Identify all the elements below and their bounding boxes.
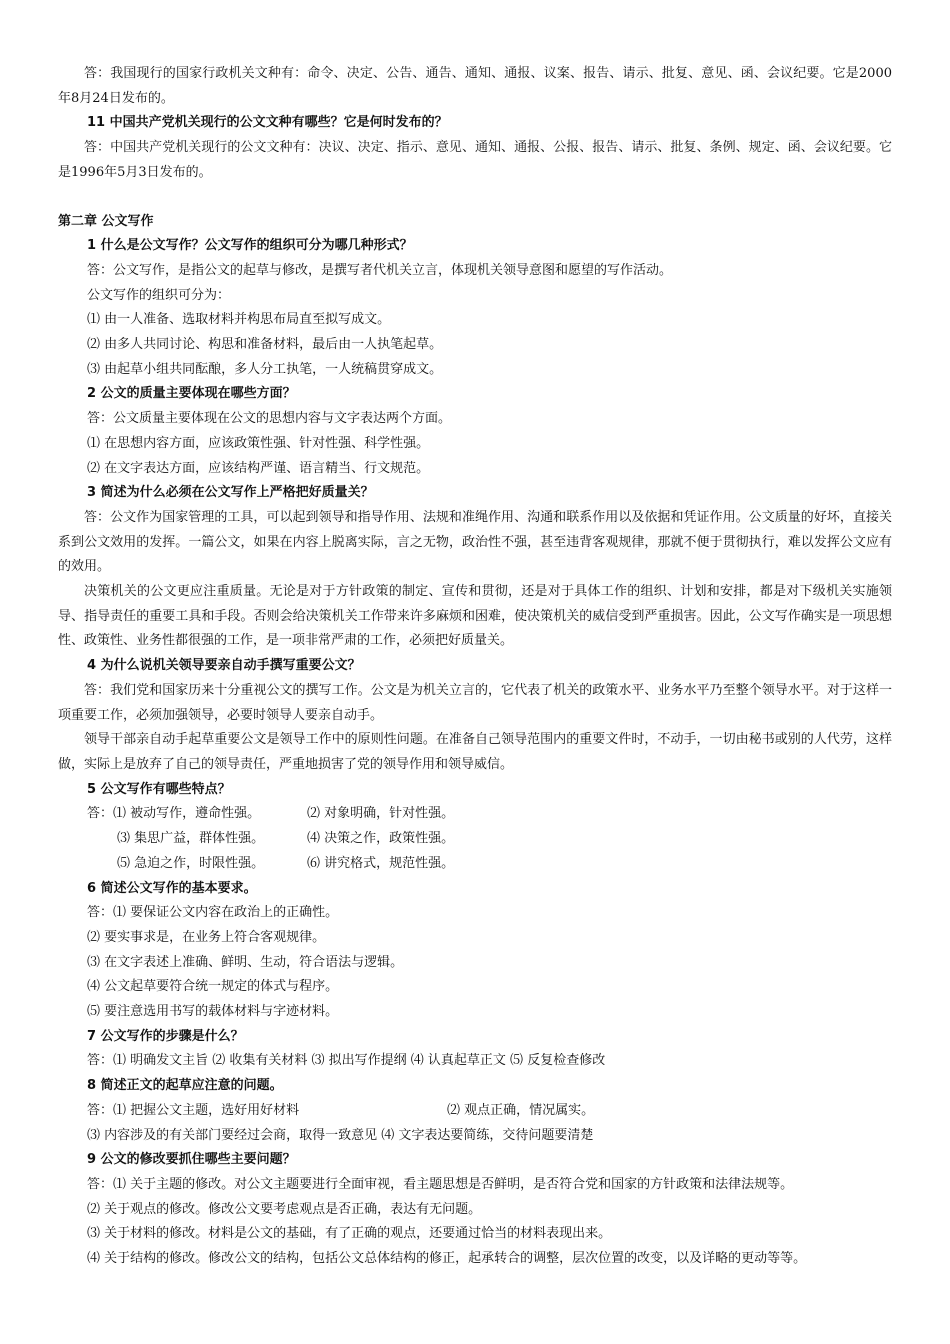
list-item: 答：⑴ 要保证公文内容在政治上的正确性。 (87, 905, 339, 921)
list-item: ⑵ 要实事求是，在业务上符合客观规律。 (87, 929, 326, 945)
answer-1-sub: 公文写作的组织可分为： (87, 287, 231, 303)
question-7: 7 公文写作的步骤是什么？ (87, 1028, 244, 1044)
list-item: ⑸ 要注意选用书写的载体材料与字迹材料。 (87, 1004, 339, 1020)
answer-4-paragraph-1: 答：我们党和国家历来十分重视公文的撰写工作。公文是为机关立言的，它代表了机关的政策水平、业务水平乃至整个领导水平。对于这样一项重要工作，必须加强领导，必要时领导人要亲自动手。 (58, 682, 892, 723)
answer-5-row (58, 852, 892, 877)
question-4: 4 为什么说机关领导要亲自动手撰写重要公文？ (87, 658, 361, 674)
question-5: 5 公文写作有哪些特点？ (87, 781, 231, 797)
list-item: ⑶ 集思广益，群体性强。 (117, 831, 265, 847)
list-item: ⑷ 关于结构的修改。修改公文的结构，包括公文总体结构的修正，起承转合的调整，层次位置的改变，以及详略的更动等等。 (87, 1251, 807, 1267)
question-9: 9 公文的修改要抓住哪些主要问题？ (87, 1152, 296, 1168)
list-item: ⑴ 在思想内容方面，应该政策性强、针对性强、科学性强。 (87, 435, 430, 451)
answer-5-row (58, 827, 892, 852)
question-11: 11 中国共产党机关现行的公文文种有哪些？它是何时发布的？ (87, 115, 448, 131)
question-1: 1 什么是公文写作？公文写作的组织可分为哪几种形式？ (87, 238, 413, 254)
answer-4-paragraph-2: 领导干部亲自动手起草重要公文是领导工作中的原则性问题。在准备自己领导范围内的重要文件时，不动手，一切由秘书或别的人代劳，这样做，实际上是放弃了自己的领导责任，严重地损害了党的领导作用和领导威信。 (58, 732, 892, 772)
list-item: ⑵ 由多人共同讨论、构思和准备材料，最后由一人执笔起草。 (87, 337, 443, 353)
answer-8-row (58, 1099, 892, 1124)
list-item: ⑶ 在文字表述上准确、鲜明、生动，符合语法与逻辑。 (87, 954, 404, 970)
list-item: ⑶ 关于材料的修改。材料是公文的基础，有了正确的观点，还要通过恰当的材料表现出来。 (87, 1226, 612, 1242)
question-2: 2 公文的质量主要体现在哪些方面？ (87, 386, 296, 402)
answer-8-row-2: ⑶ 内容涉及的有关部门要经过会商，取得一致意见 ⑷ 文字表达要简练，交待问题要清楚 (87, 1127, 594, 1143)
list-item: ⑵ 在文字表达方面，应该结构严谨、语言精当、行文规范。 (87, 460, 430, 476)
answer-3-paragraph-2: 决策机关的公文更应注重质量。无论是对于方针政策的制定、宣传和贯彻，还是对于具体工作的组织、计划和安排，都是对下级机关实施领导、指导责任的重要工具和手段。否则会给决策机关工作带来许多麻烦和困难，使决策机关的威信受到严重损害。因此，公文写作确实是一项思想性、政策性、业务性都很强的工作，是一项非常严肃的工作，必须把好质量关。 (58, 584, 892, 649)
answer-11: 答：中国共产党机关现行的公文文种有：决议、决定、指示、意见、通知、通报、公报、报告、请示、批复、条例、规定、函、会议纪要。它是1996年5月3日发布的。 (58, 140, 892, 180)
list-item: 答：⑴ 把握公文主题，选好用好材料 (87, 1102, 300, 1118)
list-item: ⑶ 由起草小组共同酝酿，多人分工执笔，一人统稿贯穿成文。 (87, 361, 443, 377)
answer-2: 答：公文质量主要体现在公文的思想内容与文字表达两个方面。 (87, 411, 452, 427)
list-item: ⑴ 由一人准备、选取材料并构思布局直至拟写成文。 (87, 312, 391, 328)
chapter-heading: 第二章 公文写作 (58, 213, 154, 229)
list-item: ⑵ 关于观点的修改。修改公文要考虑观点是否正确，表达有无问题。 (87, 1201, 482, 1217)
question-3: 3 简述为什么必须在公文写作上严格把好质量关？ (87, 485, 374, 501)
answer-5-row (58, 802, 892, 827)
list-item: ⑸ 急迫之作，时限性强。 (117, 855, 265, 871)
answer-3-paragraph-1: 答：公文作为国家管理的工具，可以起到领导和指导作用、法规和准绳作用、沟通和联系作用以及依据和凭证作用。公文质量的好坏，直接关系到公文效用的发挥。一篇公文，如果在内容上脱离实际，言之无物，政治性不强，甚至违背客观规律，那就不便于贯彻执行，难以发挥公文应有的效用。 (58, 509, 892, 575)
answer-1: 答：公文写作，是指公文的起草与修改，是撰写者代机关立言，体现机关领导意图和愿望的写作活动。 (87, 262, 673, 278)
list-item: ⑵ 观点正确，情况属实。 (447, 1102, 595, 1118)
list-item: ⑷ 公文起草要符合统一规定的体式与程序。 (87, 979, 339, 995)
question-6: 6 简述公文写作的基本要求。 (87, 880, 257, 896)
question-8: 8 简述正文的起草应注意的问题。 (87, 1078, 283, 1094)
list-item: 答：⑴ 关于主题的修改。对公文主题要进行全面审视，看主题思想是否鲜明，是否符合党和国家的方针政策和法律法规等。 (87, 1176, 794, 1192)
list-item: 答：⑴ 被动写作，遵命性强。 (87, 806, 261, 822)
answer-10: 答：我国现行的国家行政机关文种有：命令、决定、公告、通告、通知、通报、议案、报告、请示、批复、意见、函、会议纪要。它是2000年8月24日发布的。 (58, 66, 892, 106)
list-item: ⑹ 讲究格式，规范性强。 (307, 855, 455, 871)
list-item: ⑵ 对象明确，针对性强。 (307, 806, 455, 822)
answer-7: 答：⑴ 明确发文主旨 ⑵ 收集有关材料 ⑶ 拟出写作提纲 ⑷ 认真起草正文 ⑸ 反复检查修改 (87, 1053, 606, 1069)
list-item: ⑷ 决策之作，政策性强。 (307, 831, 455, 847)
